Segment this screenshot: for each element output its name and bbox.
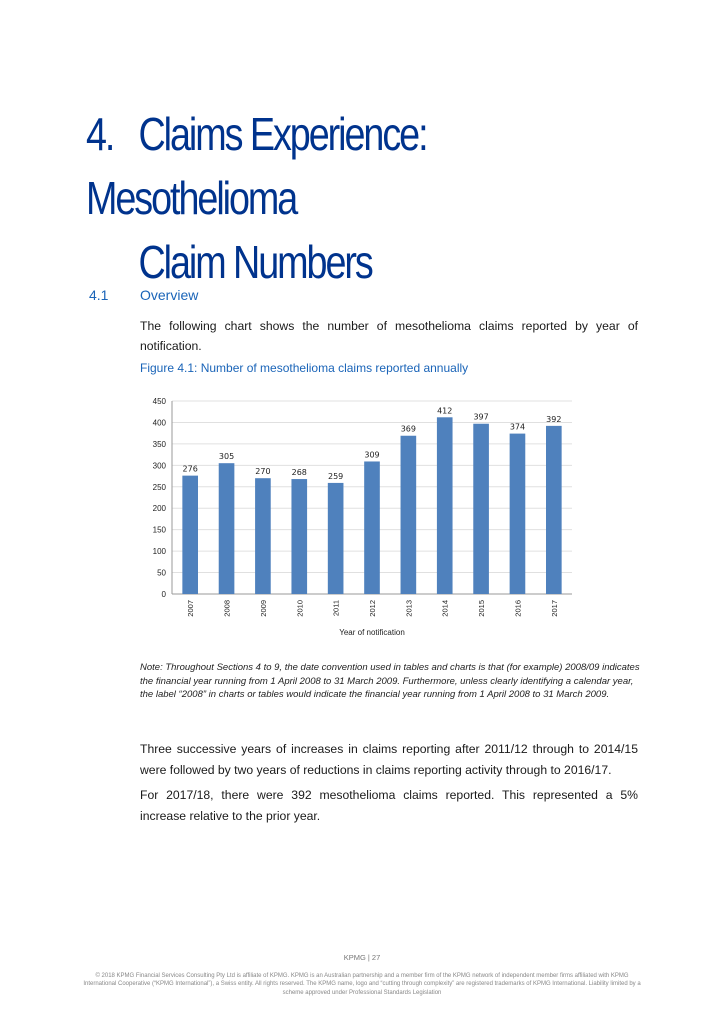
bar-2014: [437, 417, 453, 594]
data-label-2008: 305: [218, 452, 235, 462]
x-tick-label-2010: 2010: [295, 600, 305, 617]
chart-bars: [182, 406, 561, 616]
x-tick-label-2017: 2017: [549, 600, 559, 617]
data-label-2016: 374: [509, 422, 526, 432]
y-tick-label: 450: [152, 397, 166, 406]
data-label-2012: 309: [364, 450, 380, 460]
data-label-2017: 392: [546, 414, 562, 424]
y-tick-label: 50: [157, 568, 166, 578]
bar-2017: [546, 426, 562, 594]
x-tick-label-2008: 2008: [222, 600, 232, 617]
x-tick-label-2014: 2014: [440, 600, 450, 617]
body-paragraph-1: Three successive years of increases in claims reporting after 2011/12 through to 2014/15 were followed by two years of reductions in claims reporting activity through to 2016/17.: [140, 742, 638, 777]
bar-2007: [182, 476, 198, 594]
x-tick-label-2011: 2011: [331, 600, 341, 617]
section-heading: [86, 102, 609, 294]
y-tick-label: 350: [152, 439, 166, 449]
bar-2008: [219, 463, 235, 594]
bar-2009: [255, 478, 271, 594]
body-paragraph-2: For 2017/18, there were 392 mesothelioma claims reported. This represented a 5% increase relative to the prior year.: [140, 788, 638, 823]
data-label-2009: 270: [255, 467, 271, 477]
bar-2013: [401, 436, 417, 594]
data-label-2011: 259: [327, 471, 344, 481]
y-tick-label: 400: [152, 418, 166, 428]
bar-2011: [328, 483, 344, 594]
data-label-2014: 412: [437, 406, 453, 416]
data-label-2010: 268: [291, 468, 307, 478]
x-tick-label-2015: 2015: [477, 600, 487, 617]
y-tick-label: 300: [152, 461, 166, 471]
intro-paragraph: The following chart shows the number of mesothelioma claims reported by year of notification.: [140, 319, 638, 353]
x-axis-title: Year of notification: [339, 628, 405, 637]
bar-2012: [364, 461, 380, 594]
page-number: KPMG | 27: [343, 953, 381, 962]
y-tick-label: 250: [152, 482, 166, 492]
x-tick-label-2009: 2009: [258, 600, 268, 617]
date-convention-note: Note: Throughout Sections 4 to 9, the date convention used in tables and charts is that (for example) 2008/09 indicates the financial year running from 1 April 2008 to 31 March 2009. Furthermore, unless clearly identifying a calendar year, the label “2008” in charts or tables would indicate the financial year running from 1 April 2008 to 31 March 2009.: [140, 662, 640, 700]
x-tick-label-2016: 2016: [513, 600, 523, 617]
data-label-2007: 276: [182, 464, 198, 474]
y-tick-label: 150: [152, 525, 166, 535]
y-tick-label: 0: [161, 590, 166, 599]
x-tick-label-2007: 2007: [186, 600, 196, 617]
subsection-title: Overview: [140, 287, 199, 303]
subsection-number: 4.1: [89, 287, 109, 303]
bar-chart: [130, 392, 590, 642]
section-number: 4.: [86, 108, 114, 160]
section-title-line2: Claim Numbers: [138, 236, 372, 288]
legal-footer: © 2018 KPMG Financial Services Consulting Pty Ltd is affiliate of KPMG. KPMG is an Australian partnership and a member firm of the KPMG network of independent member firms affiliated with KPMG International Cooperative (“KPMG International”), a Swiss entity. All rights reserved. The KPMG name, logo and “cutting through complexity” are registered trademarks of KPMG International. Liability limited by a scheme approved under Professional Standards Legislation: [83, 973, 641, 996]
bar-2016: [510, 434, 526, 594]
figure-caption: Figure 4.1: Number of mesothelioma claims reported annually: [140, 361, 469, 375]
data-label-2015: 397: [473, 412, 489, 422]
bar-2015: [473, 424, 489, 594]
x-tick-label-2012: 2012: [368, 600, 377, 617]
x-tick-label-2013: 2013: [404, 600, 414, 617]
y-tick-label: 100: [152, 547, 166, 557]
bar-2010: [291, 479, 307, 594]
section-title-line1: Claims Experience: Mesothelioma: [86, 108, 427, 224]
y-tick-label: 200: [152, 504, 166, 514]
data-label-2013: 369: [400, 424, 417, 434]
